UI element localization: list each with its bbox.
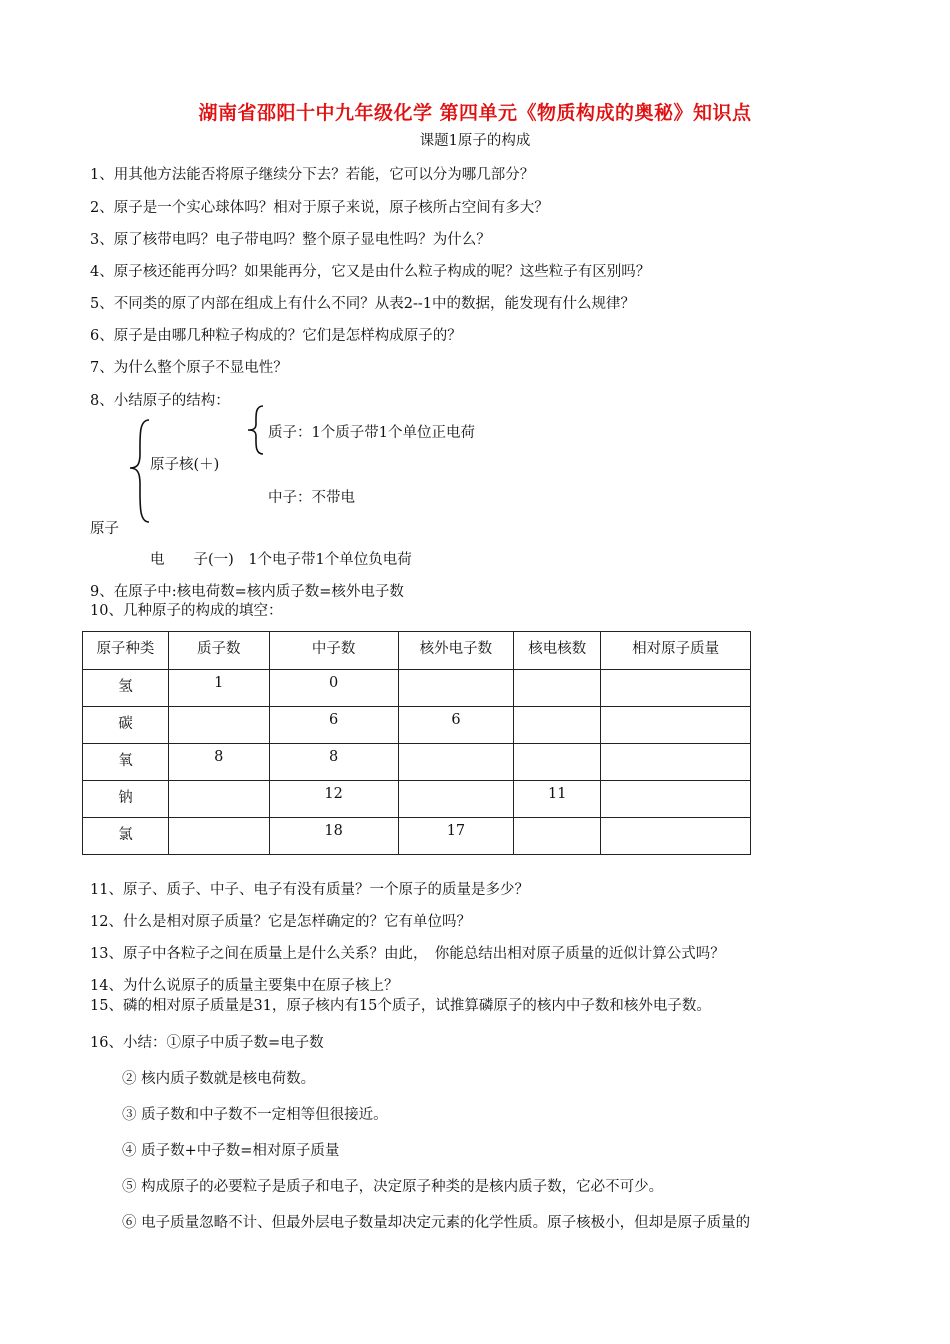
table-header: 相对原子质量 [601,632,751,670]
summary-lead: 16、小结：①原子中质子数=电子数 [90,1035,324,1051]
table-row [83,670,751,707]
question-13: 13、原子中各粒子之间在质量上是什么关系？由此， 你能总结出相对原子质量的近似计算公式吗？ [90,946,725,962]
table-row [83,818,751,855]
question-10: 10、几种原子的构成的填空： [90,603,283,619]
table-cell: 6 [269,707,398,744]
question-11: 11、原子、质子、中子、电子有没有质量？一个原子的质量是多少？ [90,882,529,898]
question-1: 1、用其他方法能否将原子继续分下去？若能，它可以分为哪几部分？ [90,167,535,183]
table-cell: 18 [269,818,398,855]
table-cell: 17 [398,818,514,855]
table-cell: 8 [269,744,398,781]
summary-item: ⑥ 电子质量忽略不计、但最外层电子数量却决定元素的化学性质。原子核极小，但却是原子质量的 [122,1215,751,1231]
table-cell: 0 [269,670,398,707]
table-cell [398,744,514,781]
table-cell: 碳 [83,707,169,744]
electron-note: 电 子(一) 1个电子带1个单位负电荷 [150,552,412,568]
nucleus-label: 原子核(＋) [150,457,220,473]
summary-item: ② 核内质子数就是核电荷数。 [122,1071,316,1087]
table-header: 核外电子数 [398,632,514,670]
table-header: 核电核数 [514,632,601,670]
table-cell: 氯 [83,818,169,855]
table-cell [514,744,601,781]
question-14: 14、为什么说原子的质量主要集中在原子核上？ [90,978,399,994]
table-cell: 氢 [83,670,169,707]
table-header: 中子数 [269,632,398,670]
neutron-note: 中子：不带电 [268,490,355,506]
summary-item: ⑤ 构成原子的必要粒子是质子和电子，决定原子种类的是核内质子数，它必不可少。 [122,1179,664,1195]
proton-note: 质子：1个质子带1个单位正电荷 [268,425,475,441]
question-4: 4、原子核还能再分吗？如果能再分，它又是由什么粒子构成的呢？这些粒子有区别吗？ [90,264,651,280]
table-cell [514,707,601,744]
table-cell [514,818,601,855]
table-cell [514,670,601,707]
atom-label: 原子 [90,521,119,537]
summary-item: ④ 质子数+中子数=相对原子质量 [122,1143,340,1159]
table-cell [398,781,514,818]
small-brace-icon [246,404,266,456]
table-header: 质子数 [168,632,269,670]
table-header: 原子种类 [83,632,169,670]
question-2: 2、原子是一个实心球体吗？相对于原子来说，原子核所占空间有多大？ [90,200,549,216]
table-cell: 8 [168,744,269,781]
question-3: 3、原了核带电吗？电子带电吗？整个原子显电性吗？为什么？ [90,232,491,248]
question-15: 15、磷的相对原子质量是31，原子核内有15个质子，试推算磷原子的核内中子数和核外电子数。 [90,998,711,1014]
question-6: 6、原子是由哪几种粒子构成的？它们是怎样构成原子的？ [90,328,462,344]
section-subtitle: 课题1原子的构成 [419,133,531,149]
table-cell [168,818,269,855]
table-header-row [83,632,751,670]
table-cell [601,781,751,818]
table-row [83,744,751,781]
table-cell [168,781,269,818]
atom-composition-table [82,631,751,855]
table-cell [601,670,751,707]
table-cell [601,744,751,781]
large-brace-icon [128,418,152,524]
table-cell: 1 [168,670,269,707]
table-cell: 氧 [83,744,169,781]
summary-item: ③ 质子数和中子数不一定相等但很接近。 [122,1107,388,1123]
page-title: 湖南省邵阳十中九年级化学 第四单元《物质构成的奥秘》知识点 [198,102,752,124]
table-cell [168,707,269,744]
table-row [83,707,751,744]
table-cell: 钠 [83,781,169,818]
table-cell [601,707,751,744]
question-12: 12、什么是相对原子质量？它是怎样确定的？它有单位吗？ [90,914,471,930]
table-cell: 6 [398,707,514,744]
question-5: 5、不同类的原了内部在组成上有什么不同？从表2--1中的数据，能发现有什么规律？ [90,296,635,312]
table-cell: 12 [269,781,398,818]
question-9: 9、在原子中:核电荷数=核内质子数=核外电子数 [90,584,404,600]
question-7: 7、为什么整个原子不显电性？ [90,360,288,376]
table-cell [398,670,514,707]
question-8: 8、小结原子的结构： [90,393,230,409]
table-row [83,781,751,818]
table-cell: 11 [514,781,601,818]
table-cell [601,818,751,855]
